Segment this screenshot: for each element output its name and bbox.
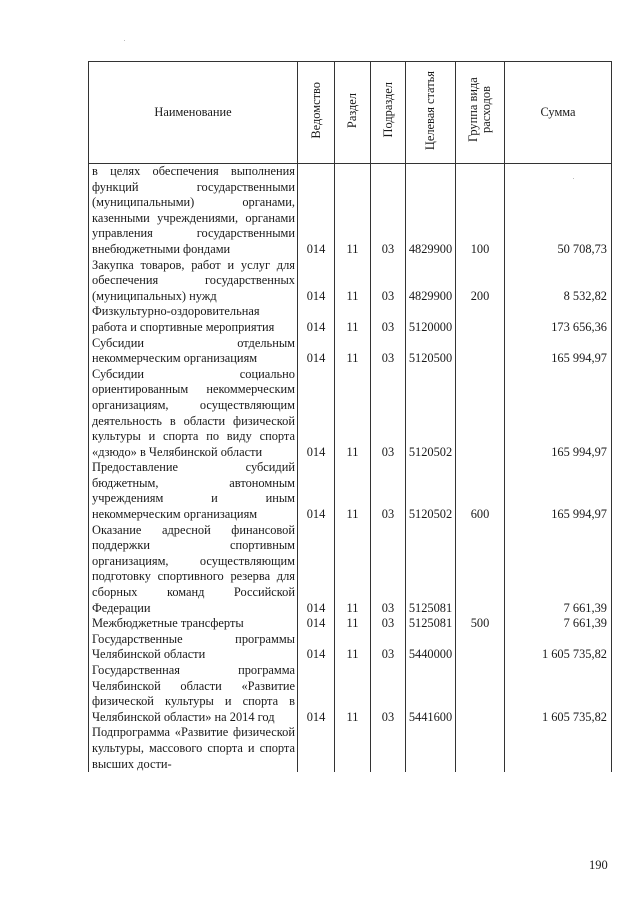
row-name: Предоставление субсидий бюджетным, автономным учреждениям и иным некоммерческим организациям bbox=[89, 460, 298, 522]
row-target: 4829900 bbox=[406, 164, 456, 258]
row-name: Подпрограмма «Развитие физической культуры, массового спорта и спорта высших дости- bbox=[89, 725, 298, 772]
table-header-row bbox=[89, 62, 612, 164]
header-target: Целевая статья bbox=[406, 62, 456, 164]
row-target: 5125081 bbox=[406, 616, 456, 632]
row-subsection: 03 bbox=[371, 258, 406, 305]
row-dept: 014 bbox=[298, 460, 335, 522]
row-dept: 014 bbox=[298, 304, 335, 335]
row-group bbox=[456, 523, 505, 617]
table-row bbox=[89, 663, 612, 725]
row-section: 11 bbox=[335, 164, 371, 258]
row-target: 5120500 bbox=[406, 336, 456, 367]
table-row bbox=[89, 258, 612, 305]
row-subsection: 03 bbox=[371, 460, 406, 522]
row-target: 5120502 bbox=[406, 460, 456, 522]
row-section: 11 bbox=[335, 523, 371, 617]
table-row bbox=[89, 336, 612, 367]
table-row bbox=[89, 304, 612, 335]
row-sum bbox=[505, 725, 612, 772]
row-target bbox=[406, 725, 456, 772]
row-group bbox=[456, 367, 505, 461]
row-group bbox=[456, 304, 505, 335]
row-dept bbox=[298, 725, 335, 772]
row-subsection: 03 bbox=[371, 523, 406, 617]
row-group: 600 bbox=[456, 460, 505, 522]
row-group bbox=[456, 336, 505, 367]
row-group: 500 bbox=[456, 616, 505, 632]
row-target: 5125081 bbox=[406, 523, 456, 617]
row-section: 11 bbox=[335, 663, 371, 725]
row-name: Физкультурно-оздоровительная работа и спортивные мероприятия bbox=[89, 304, 298, 335]
header-subsection: Подраздел bbox=[371, 62, 406, 164]
row-dept: 014 bbox=[298, 663, 335, 725]
row-section: 11 bbox=[335, 632, 371, 663]
row-subsection: 03 bbox=[371, 632, 406, 663]
row-name: Государственная программа Челябинской области «Развитие физической культуры и спорта в Челябинской области» на 2014 год bbox=[89, 663, 298, 725]
row-section bbox=[335, 725, 371, 772]
row-target: 5120502 bbox=[406, 367, 456, 461]
row-section: 11 bbox=[335, 336, 371, 367]
row-name: Государственные программы Челябинской области bbox=[89, 632, 298, 663]
header-sum: Сумма bbox=[505, 62, 612, 164]
row-subsection: 03 bbox=[371, 367, 406, 461]
table-row bbox=[89, 460, 612, 522]
row-name: Закупка товаров, работ и услуг для обеспечения государственных (муниципальных) нужд bbox=[89, 258, 298, 305]
row-subsection: 03 bbox=[371, 304, 406, 335]
row-subsection: 03 bbox=[371, 164, 406, 258]
row-dept: 014 bbox=[298, 523, 335, 617]
row-subsection bbox=[371, 725, 406, 772]
row-sum: 173 656,36 bbox=[505, 304, 612, 335]
row-section: 11 bbox=[335, 367, 371, 461]
row-subsection: 03 bbox=[371, 336, 406, 367]
row-target: 4829900 bbox=[406, 258, 456, 305]
row-sum: 165 994,97 bbox=[505, 336, 612, 367]
table-row bbox=[89, 523, 612, 617]
row-sum: 8 532,82 bbox=[505, 258, 612, 305]
table-row bbox=[89, 164, 612, 258]
scan-speck bbox=[124, 40, 125, 41]
row-dept: 014 bbox=[298, 632, 335, 663]
row-group bbox=[456, 632, 505, 663]
row-sum: 7 661,39 bbox=[505, 523, 612, 617]
budget-table bbox=[88, 61, 612, 772]
row-target: 5120000 bbox=[406, 304, 456, 335]
row-name: Межбюджетные трансферты bbox=[89, 616, 298, 632]
row-section: 11 bbox=[335, 304, 371, 335]
row-dept: 014 bbox=[298, 336, 335, 367]
table-row bbox=[89, 367, 612, 461]
row-sum: 165 994,97 bbox=[505, 367, 612, 461]
row-name: Оказание адресной финансовой поддержки спортивным организациям, осуществляющим подготовку спортивного резерва для сборных команд Российской Федерации bbox=[89, 523, 298, 617]
page-number: 190 bbox=[589, 858, 608, 872]
header-expense-group: Группа вида расходов bbox=[456, 62, 505, 164]
row-sum: 1 605 735,82 bbox=[505, 663, 612, 725]
row-target: 5440000 bbox=[406, 632, 456, 663]
row-sum: 7 661,39 bbox=[505, 616, 612, 632]
row-dept: 014 bbox=[298, 367, 335, 461]
row-subsection: 03 bbox=[371, 616, 406, 632]
row-name: Субсидии социально ориентированным некоммерческим организациям, осуществляющим деятельность в области физической культуры и спорта по виду спорта «дзюдо» в Челябинской области bbox=[89, 367, 298, 461]
header-name: Наименование bbox=[89, 62, 298, 164]
row-sum: 1 605 735,82 bbox=[505, 632, 612, 663]
header-dept: Ведомство bbox=[298, 62, 335, 164]
table-row bbox=[89, 632, 612, 663]
row-sum: 50 708,73 bbox=[505, 164, 612, 258]
row-name: Субсидии отдельным некоммерческим организациям bbox=[89, 336, 298, 367]
row-name: в целях обеспечения выполнения функций государственными (муниципальными) органами, казенными учреждениями, органами управления государственными внебюджетными фондами bbox=[89, 164, 298, 258]
row-dept: 014 bbox=[298, 258, 335, 305]
row-dept: 014 bbox=[298, 164, 335, 258]
table-row bbox=[89, 616, 612, 632]
row-subsection: 03 bbox=[371, 663, 406, 725]
row-group bbox=[456, 725, 505, 772]
row-group: 100 bbox=[456, 164, 505, 258]
row-group: 200 bbox=[456, 258, 505, 305]
table-row bbox=[89, 725, 612, 772]
row-dept: 014 bbox=[298, 616, 335, 632]
row-sum: 165 994,97 bbox=[505, 460, 612, 522]
header-section: Раздел bbox=[335, 62, 371, 164]
row-section: 11 bbox=[335, 460, 371, 522]
row-section: 11 bbox=[335, 616, 371, 632]
row-group bbox=[456, 663, 505, 725]
row-section: 11 bbox=[335, 258, 371, 305]
row-target: 5441600 bbox=[406, 663, 456, 725]
